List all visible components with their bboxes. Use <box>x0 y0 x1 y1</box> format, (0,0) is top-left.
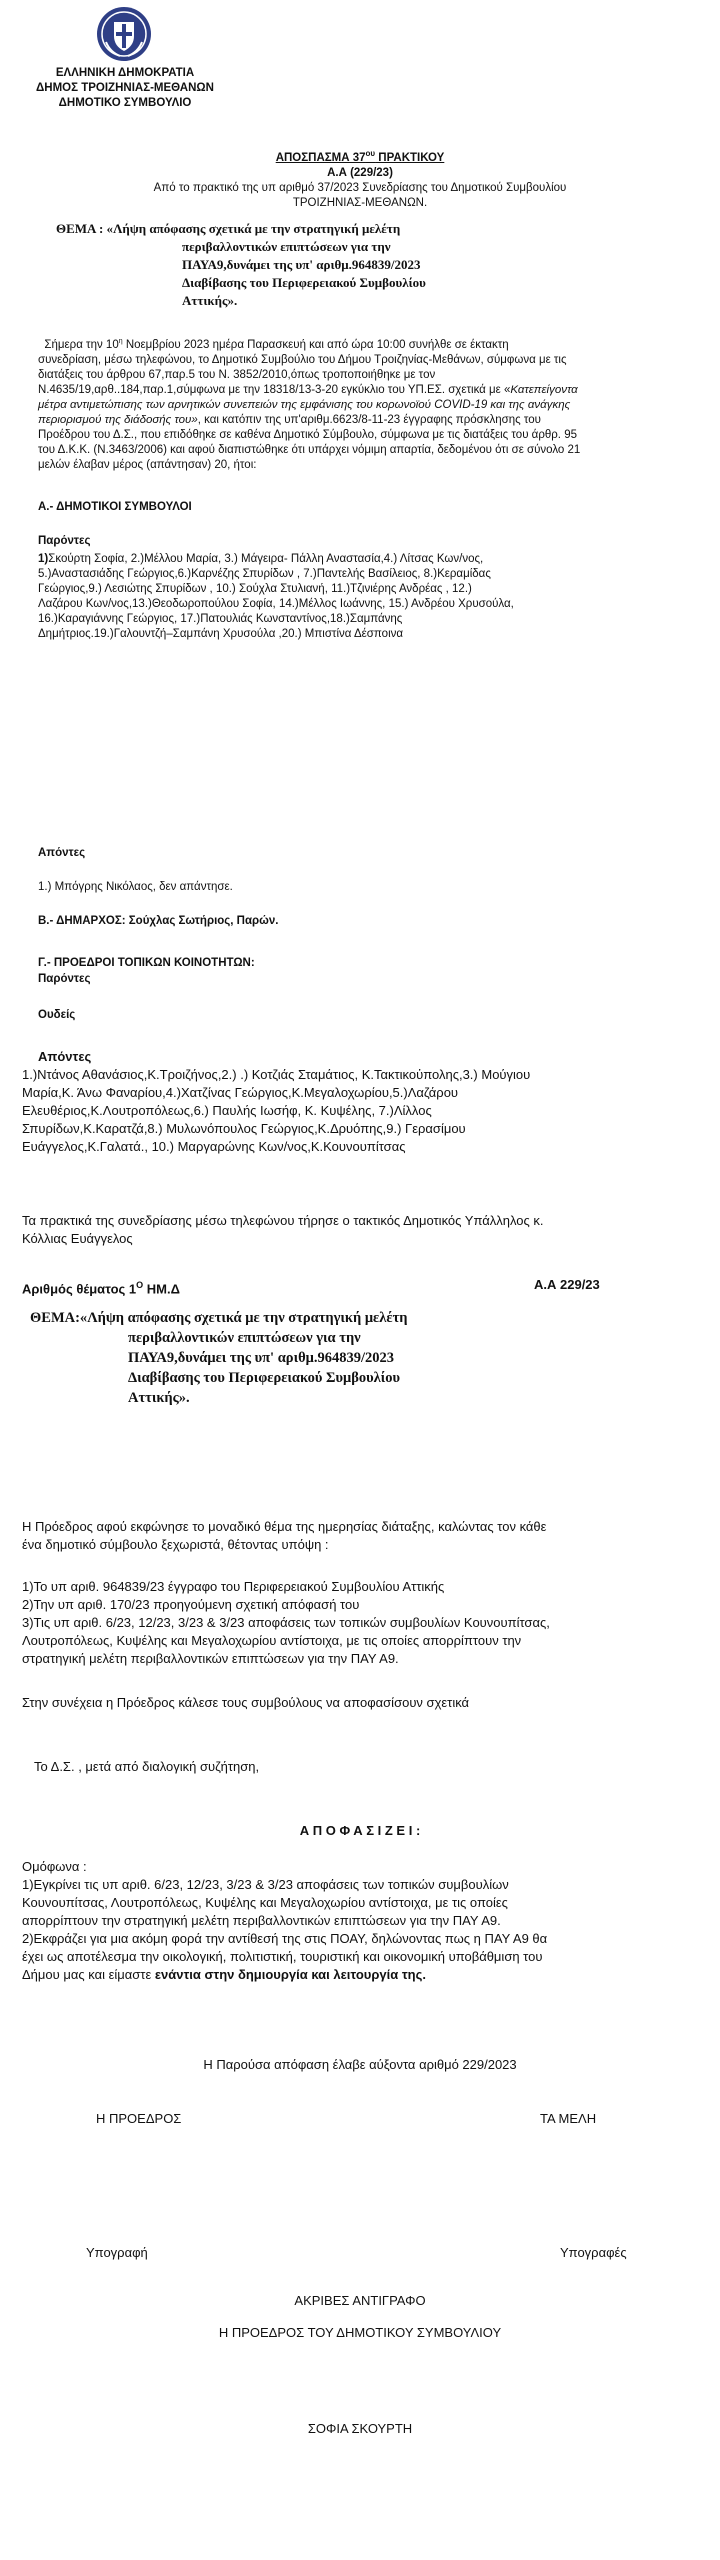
body-intro-line-2: ένα δημοτικό σύμβουλο ξεχωριστά, θέτοντας υπόψη : <box>22 1537 329 1552</box>
item-serial: Α.Α 229/23 <box>534 1277 600 1292</box>
intro-italic-3: περιορισμού της διάδοσής του» <box>38 413 198 426</box>
section-a-absent-label: Απόντες <box>38 847 86 859</box>
excerpt-title-text: ΑΠΟΣΠΑΣΜΑ 37 <box>275 151 366 164</box>
consideration-1: 1)Το υπ αριθ. 964839/23 έγγραφο του Περιφερειακού Συμβουλίου Αττικής <box>22 1579 445 1594</box>
subject-2-line-1: Λήψη απόφασης σχετικά με την στρατηγική μελέτη <box>87 1310 408 1326</box>
body-considerations <box>22 1578 702 1668</box>
absent-presidents-line-3: Ελευθέριος,Κ.Λουτροπόλεως,6.) Παυλής Ιωσήφ, Κ. Κυψέλης, 7.)Λίλλος <box>22 1103 432 1118</box>
intro-italic-2: μέτρα αντιμετώπισης των αρνητικών συνεπειών της εμφάνισης του κορωνοϊού COVID-19 και της ανάγκης <box>38 398 571 411</box>
excerpt-title-suffix: ΠΡΑΚΤΙΚΟΥ <box>375 151 445 164</box>
decision-heading: Α Π Ο Φ Α Σ Ι Ζ Ε Ι : <box>299 1823 421 1838</box>
decision-2c-bold: ενάντια στην δημιουργία και λειτουργία της. <box>154 1967 426 1982</box>
subject-line-5: Αττικής». <box>182 293 238 308</box>
section-a-present-label: Παρόντες <box>38 535 91 547</box>
excerpt-title-sup: ου <box>365 149 376 158</box>
document-title <box>0 146 720 211</box>
section-a-present-list <box>38 552 698 642</box>
signature-label: Υπογραφή <box>86 2245 148 2260</box>
body-intro <box>22 1518 702 1554</box>
serial-number: Α.Α (229/23) <box>327 166 393 179</box>
subject-label: ΘΕΜΑ : « <box>56 221 114 236</box>
consideration-2: 2)Την υπ αριθ. 170/23 προηγούμενη σχετική απόφασή του <box>22 1597 360 1612</box>
intro-sup: η <box>118 338 123 345</box>
letterhead <box>30 66 220 111</box>
council-president-label: Η ΠΡΟΕΔΡΟΣ ΤΟΥ ΔΗΜΟΤΙΚΟΥ ΣΥΜΒΟΥΛΙΟΥ <box>218 2325 502 2340</box>
title-subline-2: ΤΡΟΙΖΗΝΙΑΣ-ΜΕΘΑΝΩΝ. <box>292 196 428 209</box>
excerpt-title <box>0 146 720 166</box>
present-first-number: 1) <box>38 553 49 565</box>
present-line-5: 16.)Καραγιάννης Γεώργιος, 17.)Πατουλιάς Κωνσταντίνος,18.)Σαμπάνης <box>38 613 403 625</box>
section-g-none-label: Ουδείς <box>38 1009 76 1021</box>
hellenic-republic-emblem <box>96 6 152 62</box>
consideration-3a: 3)Τις υπ αριθ. 6/23, 12/23, 3/23 & 3/23 αποφάσεις των τοπικών συμβουλίων Κουνουπίτσας, <box>22 1615 550 1630</box>
intro-line-2: συνεδρίαση, μέσω τηλεφώνου, το Δημοτικό Συμβούλιο του Δήμου Τροιζηνίας-Μεθάνων, σύμφωνα με τις <box>38 353 567 366</box>
item-number-suffix: ΗΜ.Δ <box>143 1281 180 1297</box>
header-council: ΔΗΜΟΤΙΚΟ ΣΥΜΒΟΥΛΙΟ <box>58 97 192 109</box>
section-g-title: Γ.- ΠΡΟΕΔΡΟΙ ΤΟΠΙΚΩΝ ΚΟΙΝΟΤΗΤΩΝ: <box>38 957 255 969</box>
present-line-6: Δημήτριος.19.)Γαλουντζή–Σαμπάνη Χρυσούλα ,20.) Μπιστίνα Δέσποινα <box>38 628 404 640</box>
president-label: Η ΠΡΟΕΔΡΟΣ <box>96 2111 182 2126</box>
item-number <box>22 1276 180 1298</box>
intro-line-6: , και κατόπιν της υπ'αριθμ.6623/8-11-23 έγγραφης πρόσκλησης του <box>197 413 541 426</box>
intro-text-2: Νοεμβρίου 2023 ημέρα Παρασκευή και από ώρα 10:00 συνήλθε σε έκτακτη <box>122 338 509 351</box>
decision-1c: απορρίπτουν την στρατηγική μελέτη περιβαλλοντικών επιπτώσεων για την ΠΑΥ Α9. <box>22 1913 501 1928</box>
intro-line-7: Προέδρου του Δ.Σ., που επιδόθηκε σε καθένα Δημοτικό Σύμβουλο, σύμφωνα με τις διατάξεις του άρθρ. 95 <box>38 428 577 441</box>
decision-2b: έχει ως αποτέλεσμα την οικολογική, πολιτιστική, τουριστική και οικονομική υποβάθμιση του <box>22 1949 543 1964</box>
subject-2-line-2: περιβαλλοντικών επιπτώσεων για την <box>128 1330 361 1346</box>
present-line-4: Λαζάρου Κων/νος,13.)Θεοδωροπούλου Σοφία, 14.)Μέλλος Ιωάννης, 15.) Ανδρέου Χρυσούλα, <box>38 598 514 610</box>
section-b-mayor: Β.- ΔΗΜΑΡΧΟΣ: Σούχλας Σωτήριος, Παρών. <box>38 915 279 927</box>
present-line-2: 5.)Αναστασιάδης Γεώργιος,6.)Καρνέζης Σπυρίδων , 7.)Παντελής Βασίλειος, 8.)Κεραμίδας <box>38 568 491 580</box>
section-a-absent-line: 1.) Μπόγρης Νικόλαος, δεν απάντησε. <box>38 881 233 893</box>
minutes-keeper <box>22 1212 702 1248</box>
minutes-line-1: Τα πρακτικά της συνεδρίασης μέσω τηλεφώνου τήρησε ο τακτικός Δημοτικός Υπάλληλος κ. <box>22 1213 544 1228</box>
decision-1b: Κουνουπίτσας, Λουτροπόλεως, Κυψέλης και Μεγαλοχωρίου αντίστοιχα, με τις οποίες <box>22 1895 508 1910</box>
subject-2-line-5: Αττικής». <box>128 1390 190 1406</box>
section-g-absent-label: Απόντες <box>38 1049 92 1064</box>
subject-2-line-4: Διαβίβασης του Περιφερειακού Συμβουλίου <box>128 1370 401 1386</box>
subject-2-line-3: ΠΑΥΑ9,δυνάμει της υπ' αριθμ.964839/2023 <box>128 1350 395 1366</box>
present-line-3: Γεώργιος,9.) Λεσιώτης Σπυρίδων , 10.) Σούχλα Στυλιανή, 11.)Τζινιέρης Ανδρέας , 12.) <box>38 583 472 595</box>
item-number-text: Αριθμός θέματος 1 <box>22 1281 137 1297</box>
body-discussion: Το Δ.Σ. , μετά από διαλογική συζήτηση, <box>34 1759 260 1774</box>
signatures-label: Υπογραφές <box>560 2245 627 2260</box>
consideration-3c: στρατηγική μελέτη περιβαλλοντικών επιπτώσεων για την ΠΑΥ Α9. <box>22 1651 399 1666</box>
subject-line-4: Διαβίβασης του Περιφερειακού Συμβουλίου <box>182 275 426 290</box>
subject-block-2 <box>30 1308 690 1408</box>
section-g-present-label: Παρόντες <box>38 973 91 985</box>
decision-2a: 2)Εκφράζει για μια ακόμη φορά την αντίθεσή της στις ΠΟΑΥ, δηλώνοντας πως η ΠΑΥ Α9 θα <box>22 1931 548 1946</box>
intro-text-1: Σήμερα την 10 <box>44 338 119 351</box>
section-a-title: Α.- ΔΗΜΟΤΙΚΟΙ ΣΥΜΒΟΥΛΟΙ <box>38 501 192 513</box>
intro-italic-1: Κατεπείγοντα <box>510 383 578 396</box>
subject-2-label: ΘΕΜΑ:« <box>30 1310 88 1326</box>
title-subline-1: Από το πρακτικό της υπ αριθμό 37/2023 Συνεδρίασης του Δημοτικού Συμβουλίου <box>153 181 567 194</box>
absent-presidents-line-2: Μαρία,Κ. Άνω Φαναρίου,4.)Χατζίνας Γεώργιος,Κ.Μεγαλοχωρίου,5.)Λαζάρου <box>22 1085 459 1100</box>
body-invite: Στην συνέχεια η Πρόεδρος κάλεσε τους συμβούλους να αποφασίσουν σχετικά <box>22 1695 470 1710</box>
decision-2c: Δήμου μας και είμαστε <box>22 1967 155 1982</box>
absent-presidents-line-4: Σπυρίδων,Κ.Καρατζά,8.) Μυλωνόπουλος Γεώργιος,Κ.Δρυόπης,9.) Γερασίμου <box>22 1121 466 1136</box>
unanimous-label: Ομόφωνα : <box>22 1859 87 1874</box>
header-country: ΕΛΛΗΝΙΚΗ ΔΗΜΟΚΡΑΤΙΑ <box>55 67 195 79</box>
president-name: ΣΟΦΙΑ ΣΚΟΥΡΤΗ <box>307 2421 413 2436</box>
intro-line-9: μελών έλαβαν μέρος (απάντησαν) 20, ήτοι: <box>38 458 257 471</box>
body-intro-line-1: Η Πρόεδρος αφού εκφώνησε το μοναδικό θέμα της ημερησίας διάταξης, καλώντας τον κάθε <box>22 1519 547 1534</box>
subject-line-1: Λήψη απόφασης σχετικά με την στρατηγική μελέτη <box>113 221 401 236</box>
subject-block <box>56 220 656 310</box>
header-municipality: ΔΗΜΟΣ ΤΡΟΙΖΗΝΙΑΣ-ΜΕΘΑΝΩΝ <box>36 82 214 94</box>
members-label: ΤΑ ΜΕΛΗ <box>540 2111 597 2126</box>
intro-paragraph <box>38 334 698 473</box>
decision-number-statement: Η Παρούσα απόφαση έλαβε αύξοντα αριθμό 229/2023 <box>203 2057 517 2072</box>
minutes-line-2: Κόλλιας Ευάγγελος <box>22 1231 133 1246</box>
intro-line-4: Ν.4635/19,αρθ..184,παρ.1,σύμφωνα με την 18318/13-3-20 εγκύκλιο του ΥΠ.ΕΣ. σχετικά με « <box>38 383 511 396</box>
decision-block <box>22 1858 712 1984</box>
intro-line-8: του Δ.Κ.Κ. (Ν.3463/2006) και αφού διαπιστώθηκε ότι υπάρχει νόμιμη απαρτία, δεδομένου ότι σε σύνολο 21 <box>38 443 581 456</box>
subject-line-3: ΠΑΥΑ9,δυνάμει της υπ' αριθμ.964839/2023 <box>182 257 421 272</box>
consideration-3b: Λουτροπόλεως, Κυψέλης και Μεγαλοχωρίου αντίστοιχα, με τις οποίες απορρίπτουν την <box>22 1633 522 1648</box>
absent-presidents-line-5: Ευάγγελος,Κ.Γαλατά., 10.) Μαργαρώνης Κων/νος,Κ.Κουνουπίτσας <box>22 1139 406 1154</box>
intro-line-3: διατάξεις του άρθρου 67,παρ.5 του Ν. 3852/2010,όπως τροποποιήθηκε με τον <box>38 368 436 381</box>
decision-1a: 1)Εγκρίνει τις υπ αριθ. 6/23, 12/23, 3/23 & 3/23 αποφάσεις των τοπικών συμβουλίων <box>22 1877 509 1892</box>
section-g-absent-list <box>22 1066 702 1156</box>
absent-presidents-line-1: 1.)Ντάνος Αθανάσιος,Κ.Τροιζήνος,2.) .) Κοτζιάς Σταμάτιος, Κ.Τακτικοὐπολης,3.) Μούγιου <box>22 1067 531 1082</box>
present-line-1: Σκούρτη Σοφία, 2.)Μέλλου Μαρία, 3.) Μάγειρα- Πάλλη Αναστασία,4.) Λίτσας Κων/νος, <box>48 553 484 565</box>
true-copy-label: ΑΚΡΙΒΕΣ ΑΝΤΙΓΡΑΦΟ <box>294 2293 426 2308</box>
subject-line-2: περιβαλλοντικών επιπτώσεων για την <box>182 239 391 254</box>
item-number-sup: Ο <box>136 1280 144 1290</box>
